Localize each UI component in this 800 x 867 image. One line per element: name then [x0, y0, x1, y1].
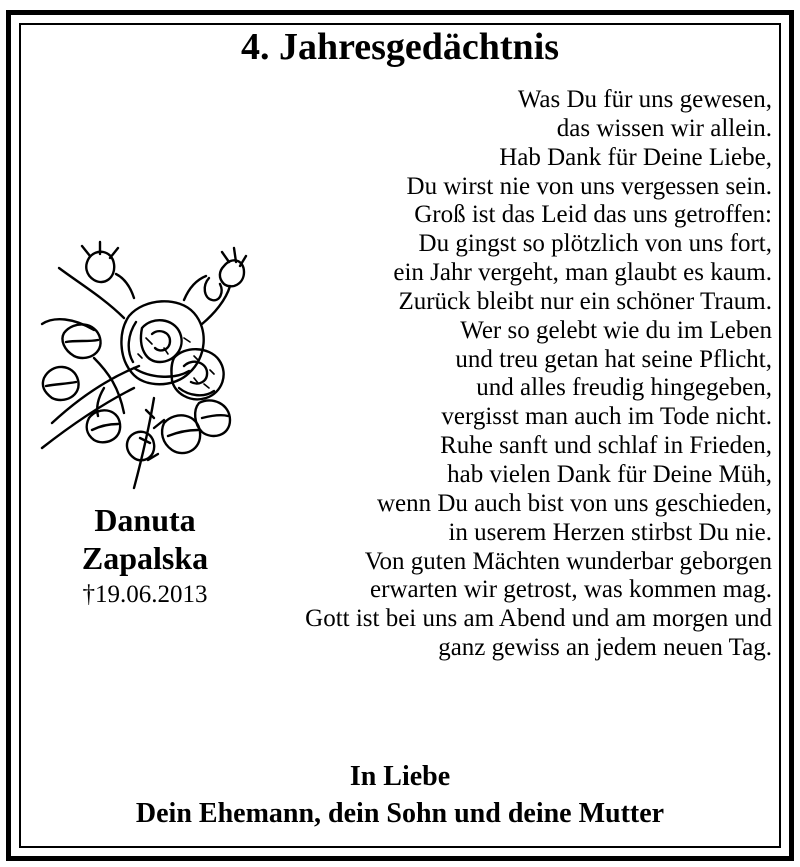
notice-title: 4. Jahresgedächtnis	[240, 26, 560, 68]
deceased-first-name: Danuta	[94, 502, 196, 538]
poem-line: Von guten Mächten wunderbar geborgen	[364, 547, 772, 575]
poem-line: Du gingst so plötzlich von uns fort,	[418, 230, 772, 258]
poem-line: Zurück bleibt nur ein schöner Traum.	[398, 287, 772, 315]
poem-line: Groß ist das Leid das uns getroffen:	[414, 201, 772, 229]
death-date: †19.06.2013	[82, 581, 208, 608]
poem-line: vergisst man auch im Tode nicht.	[441, 403, 772, 431]
poem-line: das wissen wir allein.	[556, 114, 772, 142]
poem-line: hab vielen Dank für Deine Müh,	[447, 460, 772, 488]
poem-line: Ruhe sanft und schlaf in Frieden,	[440, 432, 772, 460]
poem-line: Du wirst nie von uns vergessen sein.	[406, 172, 772, 200]
poem-line: ganz gewiss an jedem neuen Tag.	[438, 634, 772, 662]
poem-line: Hab Dank für Deine Liebe,	[499, 143, 772, 171]
rose-bouquet-icon	[34, 238, 256, 492]
signature-line-2: Dein Ehemann, dein Sohn und deine Mutter	[135, 798, 665, 829]
poem-line: und alles freudig hingegeben,	[476, 374, 772, 402]
poem-line: und treu getan hat seine Pflicht,	[455, 345, 772, 373]
signature-line-1: In Liebe	[349, 761, 451, 792]
poem-line: in userem Herzen stirbst Du nie.	[448, 518, 772, 546]
poem-line: erwarten wir getrost, was kommen mag.	[370, 576, 772, 604]
poem-line: Wer so gelebt wie du im Leben	[460, 316, 772, 344]
poem-line: Gott ist bei uns am Abend und am morgen und	[305, 605, 772, 633]
poem-line: ein Jahr vergeht, man glaubt es kaum.	[393, 259, 772, 287]
poem-line: Was Du für uns gewesen,	[517, 86, 772, 113]
poem-line: wenn Du auch bist von uns geschieden,	[376, 489, 772, 517]
deceased-last-name: Zapalska	[81, 540, 209, 576]
poem	[212, 86, 772, 663]
